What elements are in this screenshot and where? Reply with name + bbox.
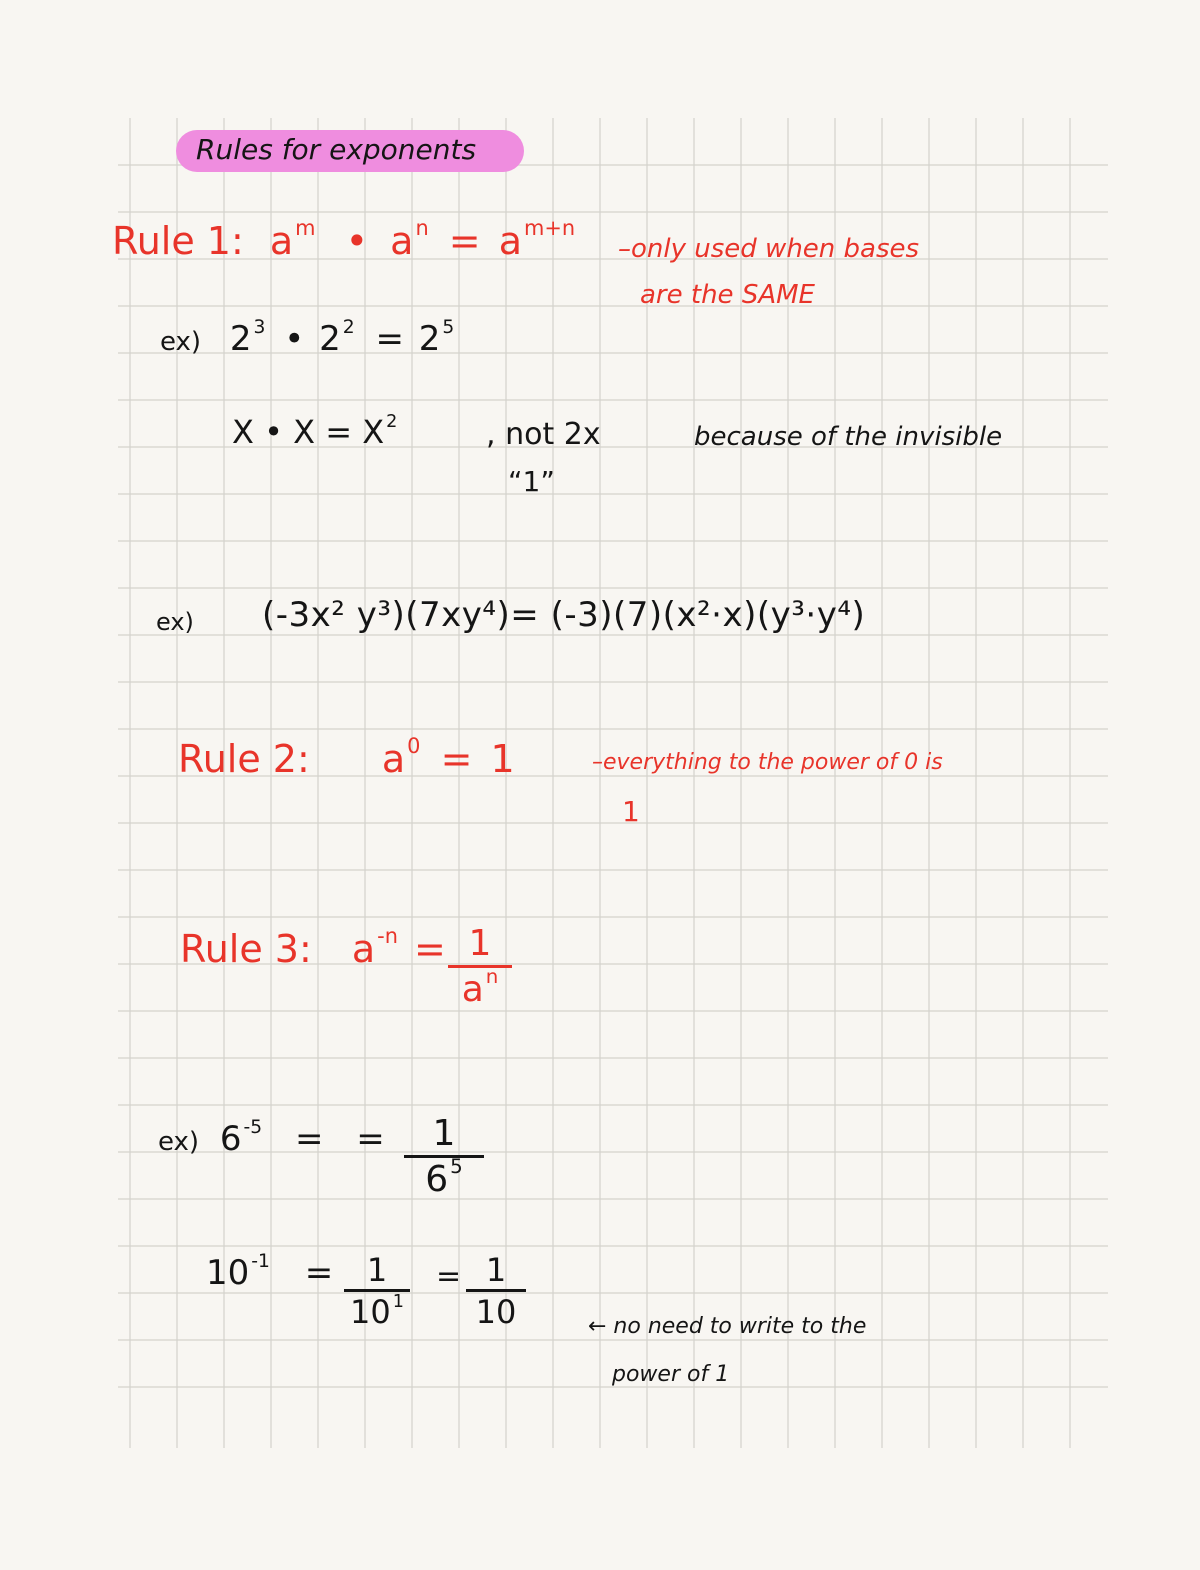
example1: ex) 2 $^3$ • 2 $^2$ = 2 $^5$ — [160, 317, 455, 359]
rule2-note-line1: –everything to the power of 0 is — [592, 750, 943, 775]
rule3-fraction: 1 a $^n$ — [448, 926, 512, 1008]
example2-one: “1” — [508, 465, 555, 498]
example5-note-line1: ← no need to write to the — [588, 1314, 867, 1339]
rule1-note-line2: are the SAME — [640, 280, 815, 310]
rule1-note-line1: –only used when bases — [618, 234, 920, 264]
rule2-formula: Rule 2: $a^0 = 1$ — [178, 734, 515, 781]
rule3-label: Rule 3: — [180, 927, 312, 971]
rule1-formula: Rule 1: $a^m$ • $a^n = a^{m+n}$ — [112, 216, 576, 263]
rule3-formula: Rule 3: $a^{-n}$ = — [180, 924, 446, 971]
rule2-note-line2: 1 — [622, 795, 640, 828]
example2-not: , not 2x — [486, 417, 601, 452]
example2-equation: X • X = X $^2$ — [232, 412, 398, 451]
example2-because: because of the invisible — [694, 422, 1003, 452]
example4: ex) 6 $^{-5}$ = = — [158, 1117, 385, 1159]
rule1-label: Rule 1: — [112, 219, 244, 263]
example4-fraction: 1 6 $^5$ — [404, 1116, 484, 1198]
rule2-label: Rule 2: — [178, 737, 310, 781]
example1-label: ex) — [160, 327, 202, 357]
example5-fraction2: 1 10 — [466, 1254, 526, 1328]
example5-fraction1: 1 10 $^1$ — [344, 1254, 410, 1328]
example3-label: ex) — [156, 608, 194, 636]
example3-expression: (-3x² y³)(7xy⁴)= (-3)(7)(x²·x)(y³·y⁴) — [262, 595, 866, 635]
example5-lhs: 10 $^{-1}$ = — [206, 1251, 334, 1293]
example5-eq2: = — [436, 1259, 462, 1294]
page-title: Rules for exponents — [196, 133, 477, 166]
example5-note-line2: power of 1 — [612, 1362, 730, 1387]
example4-label: ex) — [158, 1127, 200, 1157]
